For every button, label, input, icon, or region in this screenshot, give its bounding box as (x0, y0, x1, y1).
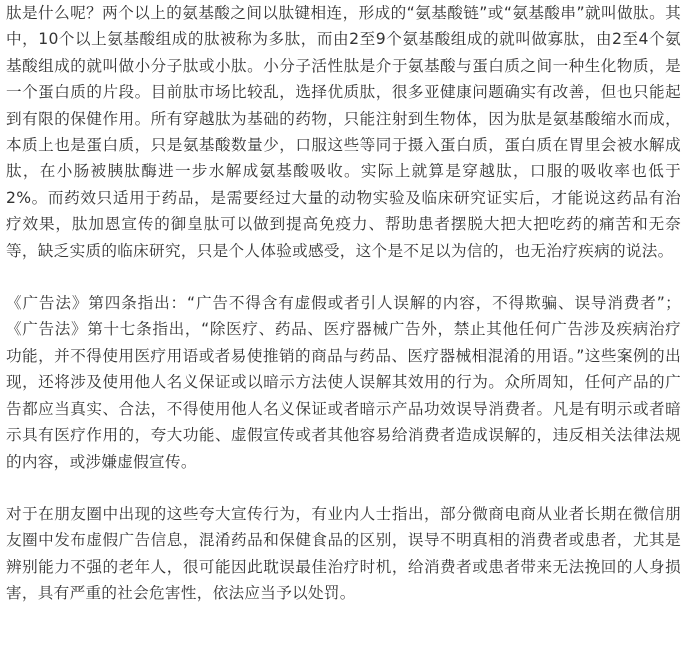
article-paragraph-2: 《广告法》第四条指出：“广告不得含有虚假或者引人误解的内容，不得欺骗、误导消费者”；《广告法》第十七条指出，“除医疗、药品、医疗器械广告外，禁止其他任何广告涉及疾病治疗功能，并不得使用医疗用语或者易使推销的商品与药品、医疗器械相混淆的用语。”这些案例的出现，还将涉及使用他人名义保证或以暗示方法使人误解其效用的行为。众所周知，任何产品的广告都应当真实、合法，不得使用他人名义保证或者暗示产品功效误导消费者。凡是有明示或者暗示具有医疗作用的，夸大功能、虚假宣传或者其他容易给消费者造成误解的，违反相关法律法规的内容，或涉嫌虚假宣传。 (6, 294, 681, 471)
article-paragraph-3: 对于在朋友圈中出现的这些夸大宣传行为，有业内人士指出，部分微商电商从业者长期在微信朋友圈中发布虚假广告信息，混淆药品和保健食品的区别，误导不明真相的消费者或患者，尤其是辨别能力不强的老年人，很可能因此耽误最佳治疗时机，给消费者或患者带来无法挽回的人身损害，具有严重的社会危害性，依法应当予以处罚。 (6, 504, 681, 603)
article-paragraph-1: 肽是什么呢？两个以上的氨基酸之间以肽键相连，形成的“氨基酸链”或“氨基酸串”就叫做肽。其中，10个以上氨基酸组成的肽被称为多肽，而由2至9个氨基酸组成的就叫做寡肽，由2至4个氨基酸组成的就叫做小分子肽或小肽。小分子活性肽是介于氨基酸与蛋白质之间一种生化物质，是一个蛋白质的片段。目前肽市场比较乱，选择优质肽，很多亚健康问题确实有改善，但也只能起到有限的保健作用。所有穿越肽为基础的药物，只能注射到生物体，因为肽是氨基酸缩水而成，本质上也是蛋白质，只是氨基酸数量少，口服这些等同于摄入蛋白质，蛋白质在胃里会被水解成肽，在小肠被胰肽酶进一步水解成氨基酸吸收。实际上就算是穿越肽，口服的吸收率也低于2%。而药效只适用于药品，是需要经过大量的动物实验及临床研究证实后，才能说这药品有治疗效果，肽加恩宣传的御皇肽可以做到提高免疫力、帮助患者摆脱大把大把吃药的痛苦和无奈等，缺乏实质的临床研究，只是个人体验或感受，这个是不足以为信的，也无治疗疾病的说法。 (6, 4, 681, 260)
